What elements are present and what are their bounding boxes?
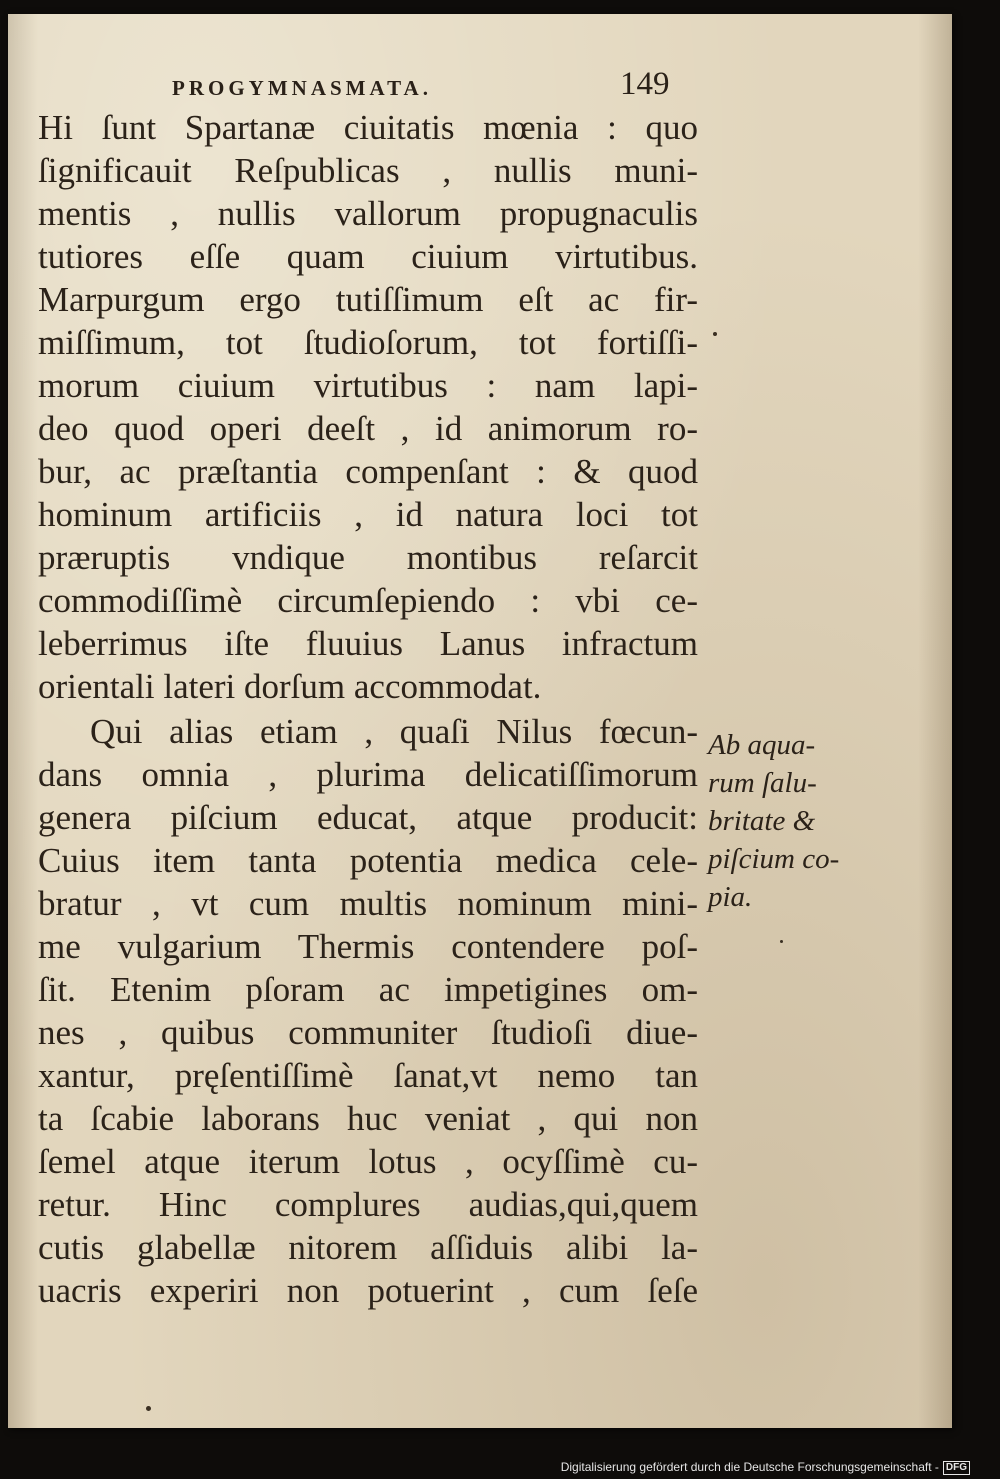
text-line: genera piſcium educat, atque producit: — [38, 798, 698, 837]
text-line: ta ſcabie laborans huc veniat , qui non — [38, 1099, 698, 1138]
text-line: Marpurgum ergo tutiſſimum eſt ac fir- — [38, 280, 698, 319]
text-line: ſemel atque iterum lotus , ocyſſimè cu- — [38, 1142, 698, 1181]
text-line: tutiores eſſe quam ciuium virtutibus. — [38, 237, 698, 276]
text-line: dans omnia , plurima delicatiſſimorum — [38, 755, 698, 794]
text-line: ſit. Etenim pſoram ac impetigines om- — [38, 970, 698, 1009]
text-line: præruptis vndique montibus reſarcit — [38, 538, 698, 577]
marginal-note-line: pia. — [708, 881, 753, 913]
digitization-credit — [561, 1460, 970, 1476]
marginal-note-line: piſcium co- — [708, 843, 840, 875]
paper-speck — [713, 332, 717, 336]
text-line: mentis , nullis vallorum propugnaculis — [38, 194, 698, 233]
running-head-title: PROGYMNASMATA. — [172, 76, 432, 100]
credit-text: Digitalisierung gefördert durch die Deutsche Forschungsgemeinschaft - — [560, 1460, 939, 1474]
text-line: Cuius item tanta potentia medica cele- — [38, 841, 698, 880]
page-number: 149 — [620, 66, 670, 102]
text-line: me vulgarium Thermis contendere poſ- — [38, 927, 698, 966]
text-line: deo quod operi deeſt , id animorum ro- — [38, 409, 698, 448]
book-page — [8, 14, 952, 1428]
text-line: retur. Hinc complures audias,qui,quem — [38, 1185, 698, 1224]
text-line: ſignificauit Reſpublicas , nullis muni- — [38, 151, 698, 190]
paper-speck — [780, 940, 783, 943]
marginal-note-line: rum ſalu- — [708, 767, 817, 799]
text-line: hominum artificiis , id natura loci tot — [38, 495, 698, 534]
text-line: morum ciuium virtutibus : nam lapi- — [38, 366, 698, 405]
dfg-logo-icon: DFG — [943, 1461, 970, 1475]
text-line: Hi ſunt Spartanæ ciuitatis mœnia : quo — [38, 108, 698, 147]
text-line: leberrimus iſte fluuius Lanus infractum — [38, 624, 698, 663]
main-text — [38, 106, 698, 1312]
text-line: cutis glabellæ nitorem aſſiduis alibi la- — [38, 1228, 698, 1267]
text-line: miſſimum, tot ſtudioſorum, tot fortiſſi- — [38, 323, 698, 362]
text-line: orientali lateri dorſum accommodat. — [38, 667, 542, 706]
marginal-note-line: britate & — [708, 805, 816, 837]
text-line: Qui alias etiam , quaſi Nilus fœcun- — [90, 712, 698, 751]
paper-speck — [146, 1406, 151, 1411]
running-head — [8, 66, 952, 106]
text-line: bur, ac præſtantia compenſant : & quod — [38, 452, 698, 491]
text-line: bratur , vt cum multis nominum mini- — [38, 884, 698, 923]
marginal-note — [708, 726, 878, 916]
text-line: xantur, pręſentiſſimè ſanat,vt nemo tan — [38, 1056, 698, 1095]
text-line: uacris experiri non potuerint , cum ſeſe — [38, 1271, 698, 1310]
marginal-note-line: Ab aqua- — [708, 729, 816, 761]
text-line: commodiſſimè circumſepiendo : vbi ce- — [38, 581, 698, 620]
text-line: nes , quibus communiter ſtudioſi diue- — [38, 1013, 698, 1052]
